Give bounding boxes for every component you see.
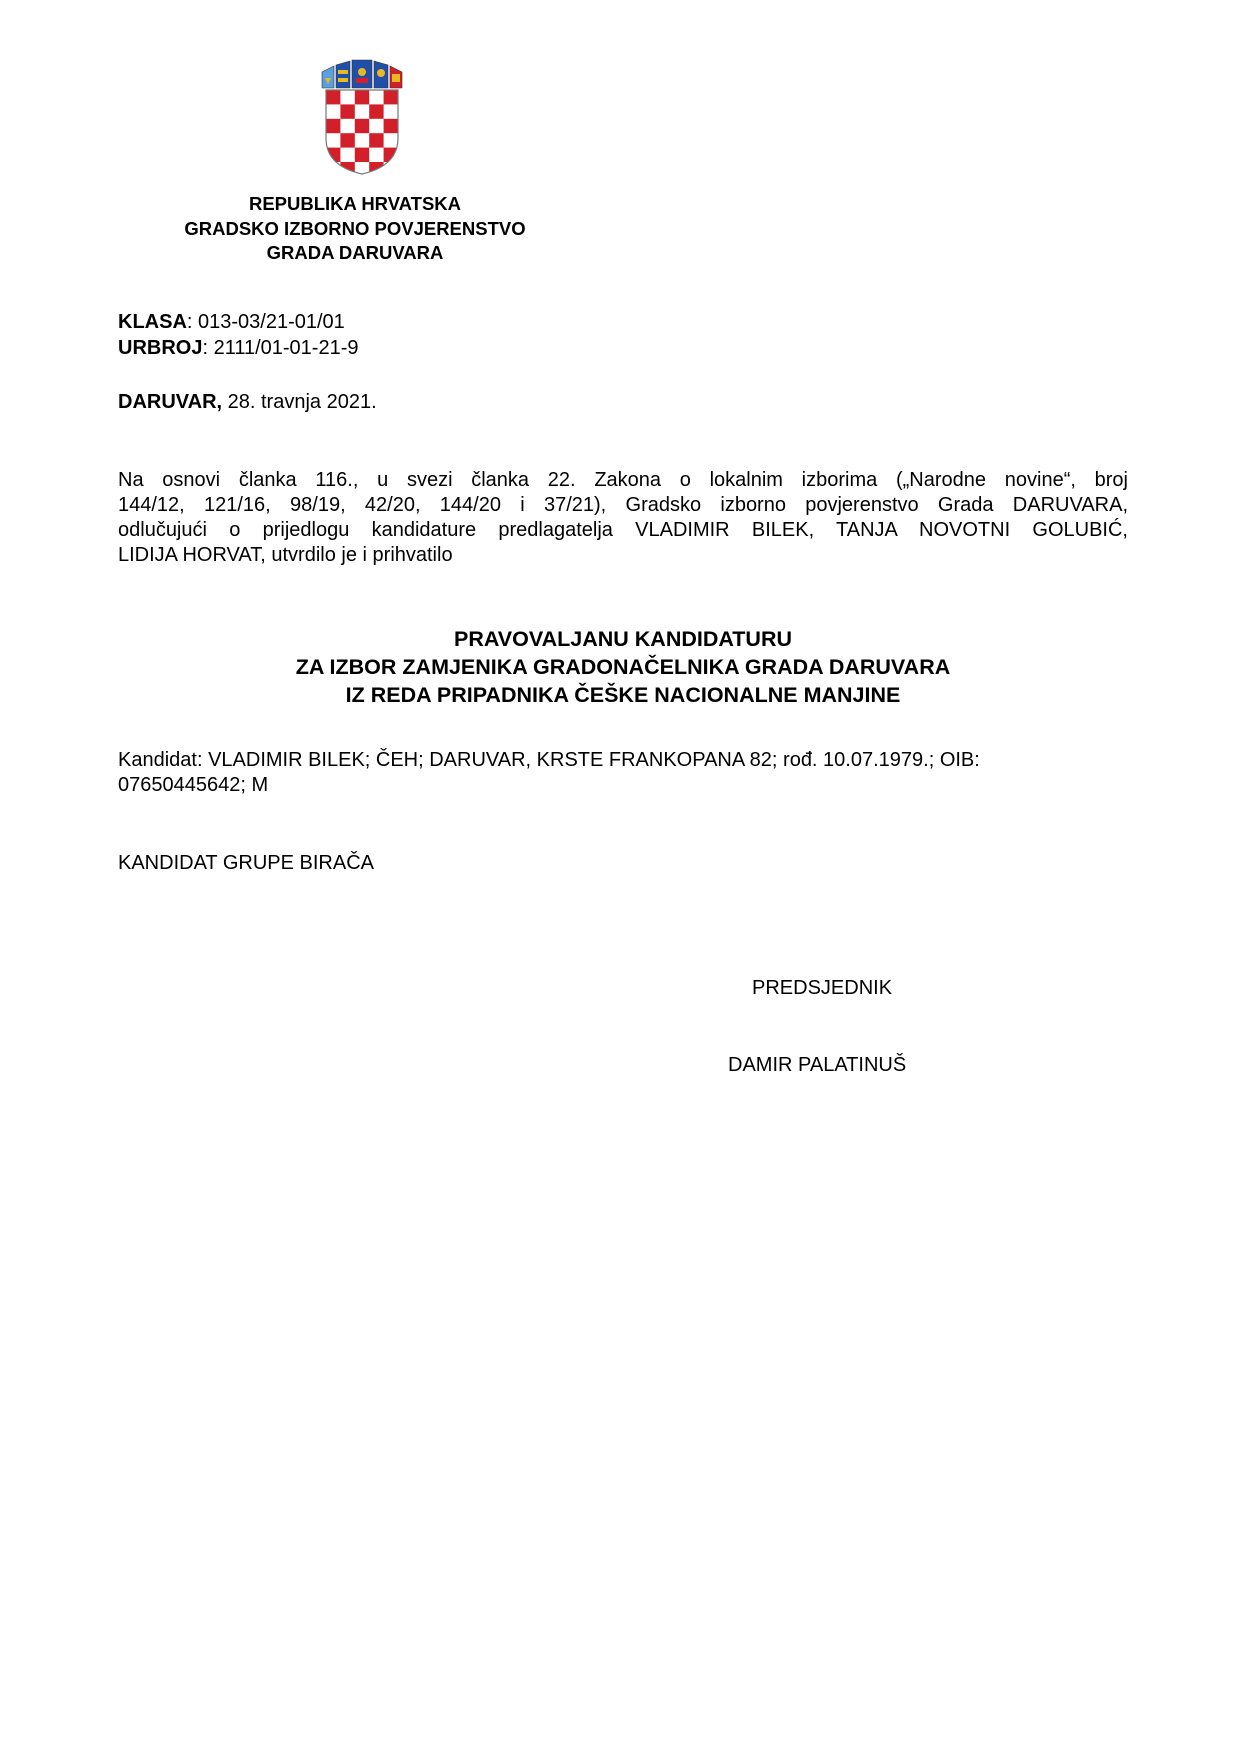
urbroj-label: URBROJ <box>118 337 203 359</box>
title-line-3: IZ REDA PRIPADNIKA ČEŠKE NACIONALNE MANJINE <box>345 683 901 707</box>
issuer-line-2: GRADSKO IZBORNO POVJERENSTVO <box>184 217 526 239</box>
intro-line: odlučujući o prijedlogu kandidature predlagatelja VLADIMIR BILEK, TANJA NOVOTNI GOLUBIĆ, <box>118 519 1128 541</box>
intro-line: 144/12, 121/16, 98/19, 42/20, 144/20 i 37/21), Gradsko izborno povjerenstvo Grada DARUVARA, <box>118 494 1128 516</box>
klasa-value: : 013-03/21-01/01 <box>186 311 345 333</box>
urbroj-value: : 2111/01-01-21-9 <box>202 337 359 359</box>
candidate-line-2: 07650445642; M <box>118 774 269 796</box>
urbroj-line <box>118 336 359 361</box>
place-date-line <box>118 390 377 415</box>
title-line-2: ZA IZBOR ZAMJENIKA GRADONAČELNIKA GRADA DARUVARA <box>295 655 951 679</box>
decision-title <box>118 625 1128 709</box>
issuer-line-1: REPUBLIKA HRVATSKA <box>248 193 462 214</box>
signature-name: DAMIR PALATINUŠ <box>728 1054 907 1076</box>
crown-icon <box>322 60 402 88</box>
klasa-line <box>118 310 345 335</box>
candidate-line-1: Kandidat: VLADIMIR BILEK; ČEH; DARUVAR, KRSTE FRANKOPANA 82; rođ. 10.07.1979.; OIB: <box>118 749 980 771</box>
issuer-block <box>140 192 570 266</box>
croatian-coat-of-arms-icon <box>318 58 406 176</box>
title-line-1: PRAVOVALJANU KANDIDATURU <box>453 627 793 651</box>
candidate-details <box>118 748 1148 798</box>
candidate-group: KANDIDAT GRUPE BIRAČA <box>118 852 374 874</box>
intro-line: LIDIJA HORVAT, utvrdilo je i prihvatilo <box>118 544 453 566</box>
date-value: 28. travnja 2021. <box>222 391 377 413</box>
klasa-label: KLASA <box>118 311 187 333</box>
intro-paragraph <box>118 468 1128 568</box>
issuer-line-3: GRADA DARUVARA <box>266 242 444 263</box>
intro-line: Na osnovi članka 116., u svezi članka 22. Zakona o lokalnim izborima („Narodne novine“, broj <box>118 469 1128 491</box>
place-label: DARUVAR, <box>118 391 223 413</box>
signature-role: PREDSJEDNIK <box>752 977 893 999</box>
